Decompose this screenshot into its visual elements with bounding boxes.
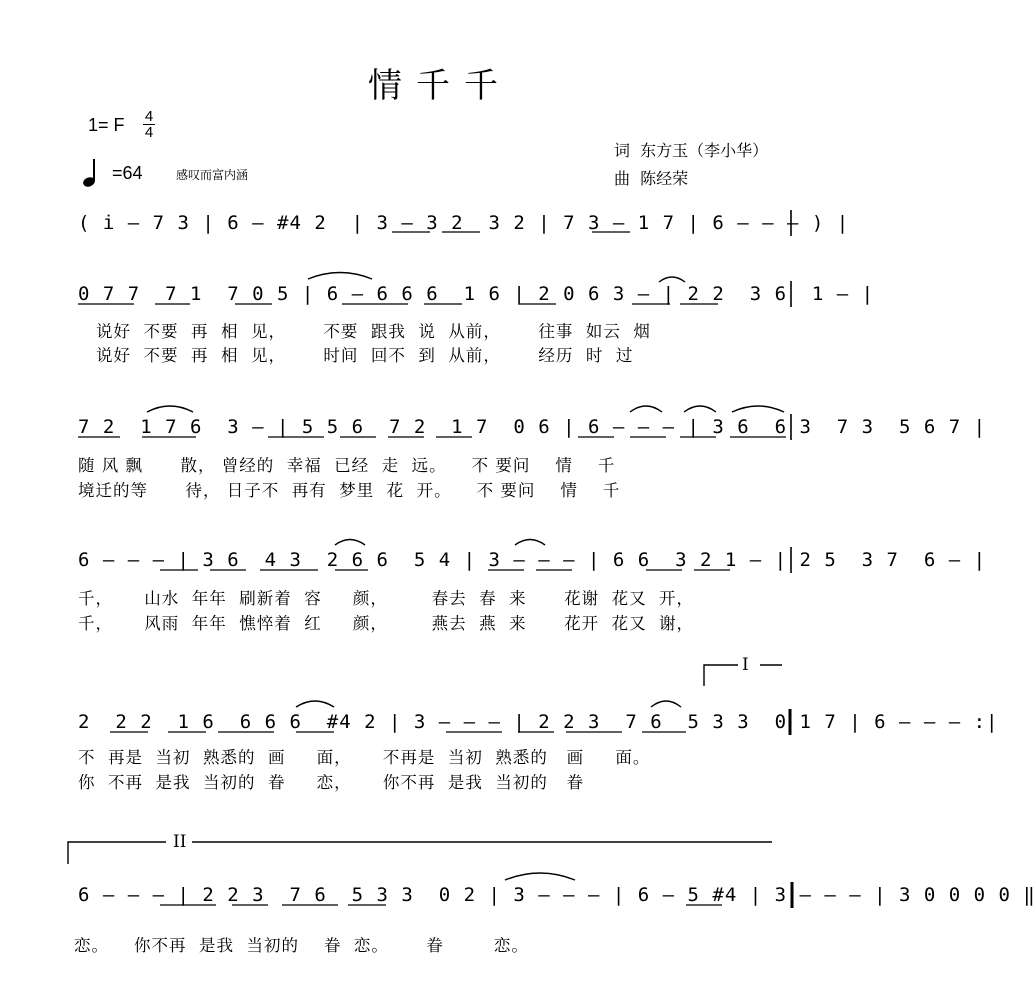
volta-second-label: II: [173, 832, 187, 852]
lyrics-line-5-verse-2: 你 不再 是我 当初的 眷 恋， 你不再 是我 当初的 眷: [78, 773, 585, 792]
lyrics-line-5-verse-1: 不 再是 当初 熟悉的 画 面， 不再是 当初 熟悉的 画 面。: [78, 748, 651, 767]
lyrics-line-6: 恋。 你不再 是我 当初的 眷 恋。 眷 恋。: [74, 936, 529, 955]
notation-line-4: 6 – – – | 3 6 4 3 2 6 6 5 4 | 3 – – – | 6 6 3 2 1 – | 2 5 3 7 6 – |: [78, 549, 987, 571]
lyrics-line-3-verse-1: 随 风 飘 散， 曾经的 幸福 已经 走 远。 不 要问 情 千: [78, 456, 616, 475]
composer-credit: 曲 陈经荣: [614, 169, 689, 188]
tempo-marking: =64: [112, 163, 143, 183]
volta-first-label: I: [742, 655, 749, 675]
time-sig-bottom: 4: [144, 124, 154, 141]
lyrics-line-2-verse-2: 说好 不要 再 相 见， 时间 回不 到 从前， 经历 时 过: [96, 346, 634, 365]
time-sig-top: 4: [144, 108, 154, 125]
lyrics-line-4-verse-1: 千， 山水 年年 刷新着 容 颜， 春去 春 来 花谢 花又 开，: [78, 589, 695, 608]
song-title: 情千千: [368, 66, 512, 106]
lyrics-line-2-verse-1: 说好 不要 再 相 见， 不要 跟我 说 从前， 往事 如云 烟: [96, 322, 651, 341]
notation-line-3: 7 2 1 7 6 3 – | 5 5 6 7 2 1 7 0 6 | 6 – – – | 3 6 6 3 7 3 5 6 7 |: [78, 416, 987, 438]
notation-line-5: 2 2 2 1 6 6 6 6 #4 2 | 3 – – – | 2 2 3 7 6 5 3 3 0 1 7 | 6 – – – :|: [78, 711, 999, 733]
key-signature: 1= F: [88, 115, 125, 135]
lyrics-line-3-verse-2: 境迁的等 待， 日子不 再有 梦里 花 开。 不 要问 情 千: [78, 481, 621, 500]
lyrics-line-4-verse-2: 千， 风雨 年年 憔悴着 红 颜， 燕去 燕 来 花开 花又 谢，: [78, 614, 695, 633]
notation-line-6: 6 – – – | 2 2 3 7 6 5 3 3 0 2 | 3 – – – | 6 – 5 #4 | 3 – – – | 3 0 0 0 0 ‖: [78, 884, 1036, 906]
lyricist-credit: 词 东方玉（李小华）: [614, 141, 769, 160]
expression-text: 感叹而富内涵: [176, 168, 249, 182]
notation-line-2: 0 7 7 7 1 7 0 5 | 6 – 6 6 6 1 6 | 2 0 6 3 – | 2 2 3 6 1 – |: [78, 283, 875, 305]
notation-line-1: ( i̇ – 7 3 | 6 – #4 2 | 3 – 3 2 3 2 | 7 3 – 1 7 | 6 – – – ) |: [78, 212, 850, 234]
